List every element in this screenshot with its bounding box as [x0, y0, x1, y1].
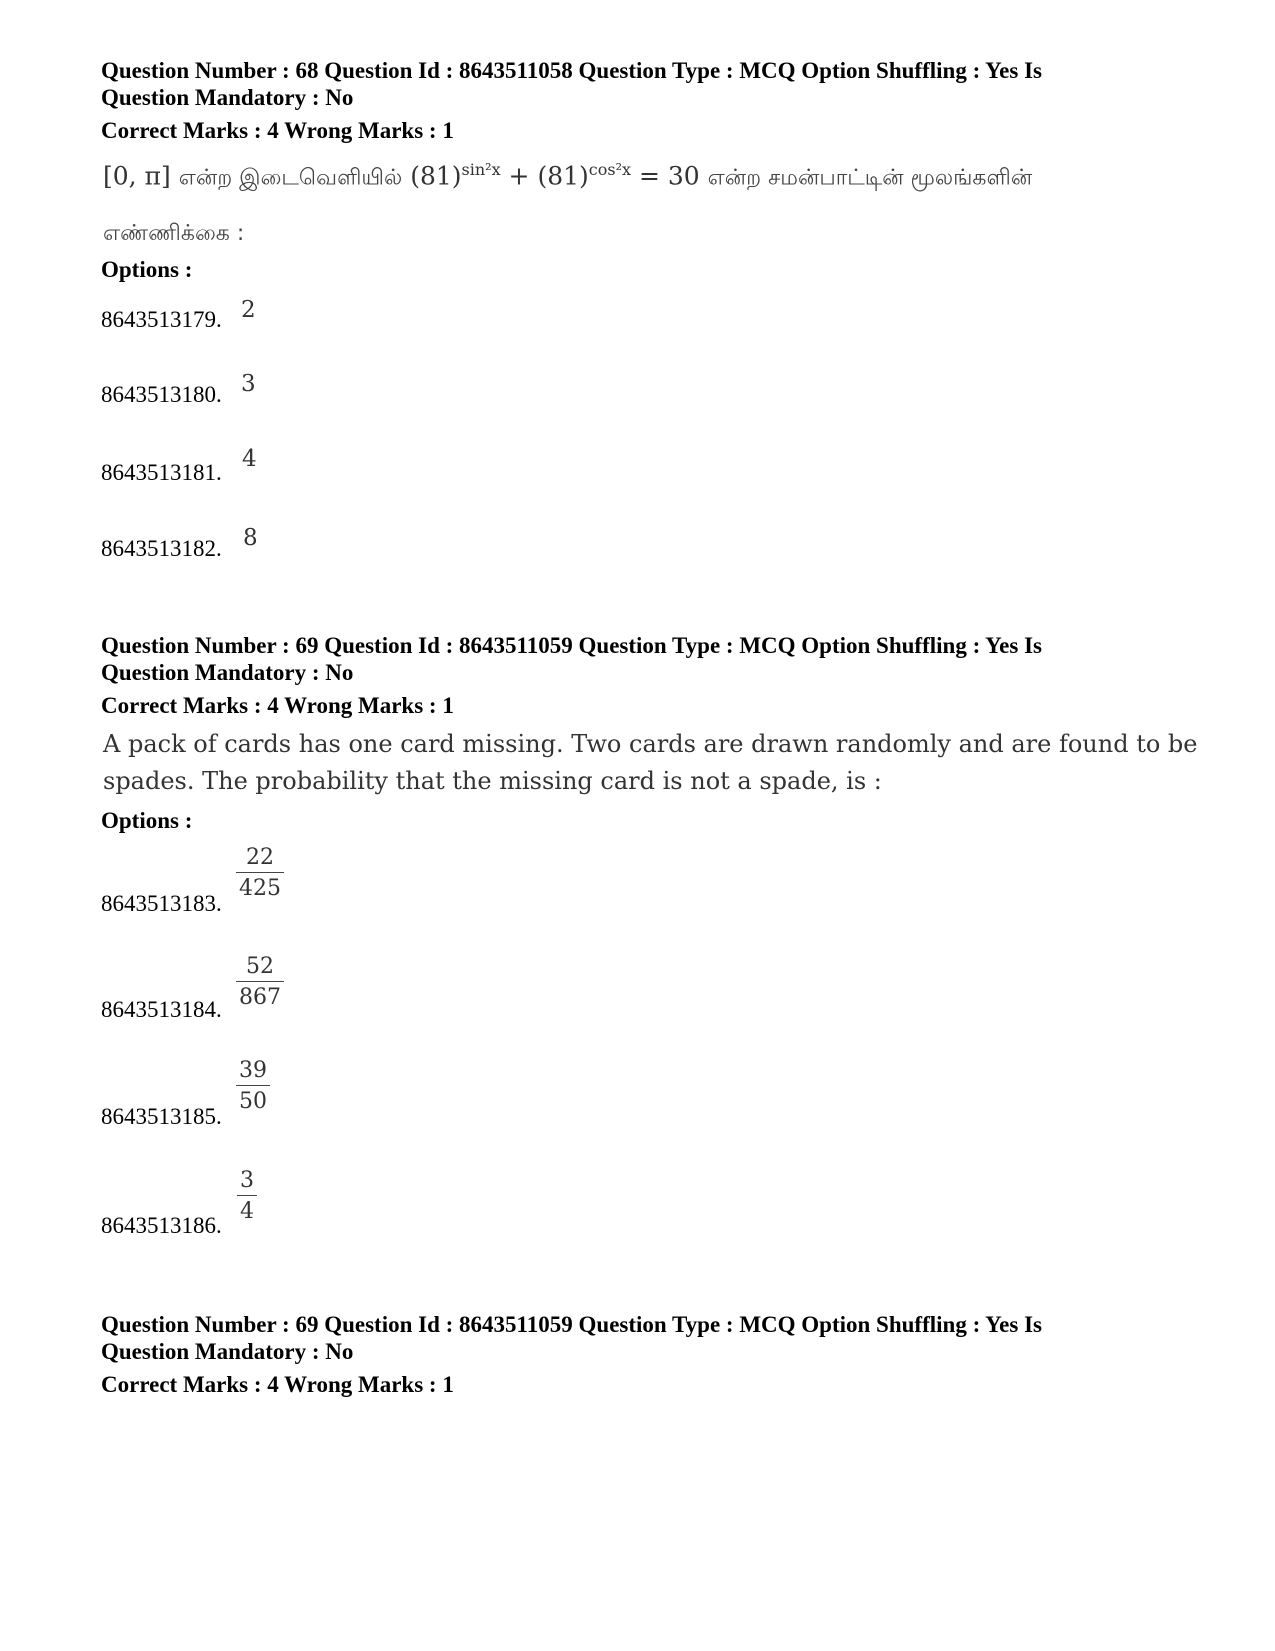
fraction-numerator: 52 [236, 954, 284, 982]
question-header-line: Question Number : 68 Question Id : 8643511058 Question Type : MCQ Option Shuffling : Yes Is [101, 58, 1042, 83]
question-69-repeat-header [101, 1311, 1181, 1398]
option-id: 8643513180. [101, 382, 222, 407]
option-value: 4 [242, 446, 257, 472]
option-id: 8643513183. [101, 891, 222, 916]
tamil-text: என்ற சமன்பாட்டின் மூலங்களின் [707, 165, 1033, 191]
interval: [0, π] [103, 161, 171, 191]
fraction-numerator: 39 [236, 1058, 270, 1086]
tamil-text: எண்ணிக்கை : [103, 221, 245, 246]
math-exponent: cos²x [588, 160, 632, 179]
option-value: 8 [243, 525, 258, 551]
math-plus: + [500, 161, 538, 191]
fraction-numerator: 22 [236, 845, 284, 873]
option-id: 8643513179. [101, 307, 222, 332]
option-id: 8643513185. [101, 1104, 222, 1129]
options-label: Options : [101, 257, 193, 282]
fraction-numerator: 3 [237, 1168, 257, 1196]
question-header-line: Question Mandatory : No [101, 1339, 354, 1364]
option-id: 8643513186. [101, 1213, 222, 1238]
option-id: 8643513182. [101, 536, 222, 561]
question-69-text-line: spades. The probability that the missing card is not a spade, is : [103, 767, 882, 795]
question-69-header [101, 632, 1181, 719]
fraction-denominator: 50 [239, 1089, 267, 1114]
marks-line: Correct Marks : 4 Wrong Marks : 1 [101, 693, 454, 718]
tamil-text: என்ற இடைவெளியில் [178, 165, 403, 191]
math-base: (81) [537, 161, 589, 191]
fraction-denominator: 425 [239, 876, 281, 901]
option-id: 8643513184. [101, 997, 222, 1022]
marks-line: Correct Marks : 4 Wrong Marks : 1 [101, 118, 454, 143]
option-id: 8643513181. [101, 460, 222, 485]
option-fraction [236, 1058, 270, 1114]
fraction-denominator: 867 [239, 985, 281, 1010]
question-68-text-continued [103, 217, 244, 249]
question-header-line: Question Number : 69 Question Id : 8643511059 Question Type : MCQ Option Shuffling : Yes Is [101, 633, 1042, 658]
option-value: 3 [241, 371, 256, 397]
math-exponent: sin²x [461, 160, 501, 179]
question-69-text-line: A pack of cards has one card missing. Two cards are drawn randomly and are found to be [103, 730, 1198, 758]
option-fraction [236, 954, 284, 1010]
question-68-header [101, 57, 1181, 144]
option-fraction [237, 1168, 257, 1224]
question-header-line: Question Mandatory : No [101, 660, 354, 685]
question-68-text [103, 160, 1032, 193]
option-fraction [236, 845, 284, 901]
math-base: (81) [410, 161, 462, 191]
math-rhs: = 30 [631, 161, 700, 191]
options-label: Options : [101, 808, 193, 833]
question-header-line: Question Mandatory : No [101, 85, 354, 110]
marks-line: Correct Marks : 4 Wrong Marks : 1 [101, 1372, 454, 1397]
option-value: 2 [241, 297, 256, 323]
question-header-line: Question Number : 69 Question Id : 8643511059 Question Type : MCQ Option Shuffling : Yes Is [101, 1312, 1042, 1337]
fraction-denominator: 4 [240, 1199, 254, 1224]
